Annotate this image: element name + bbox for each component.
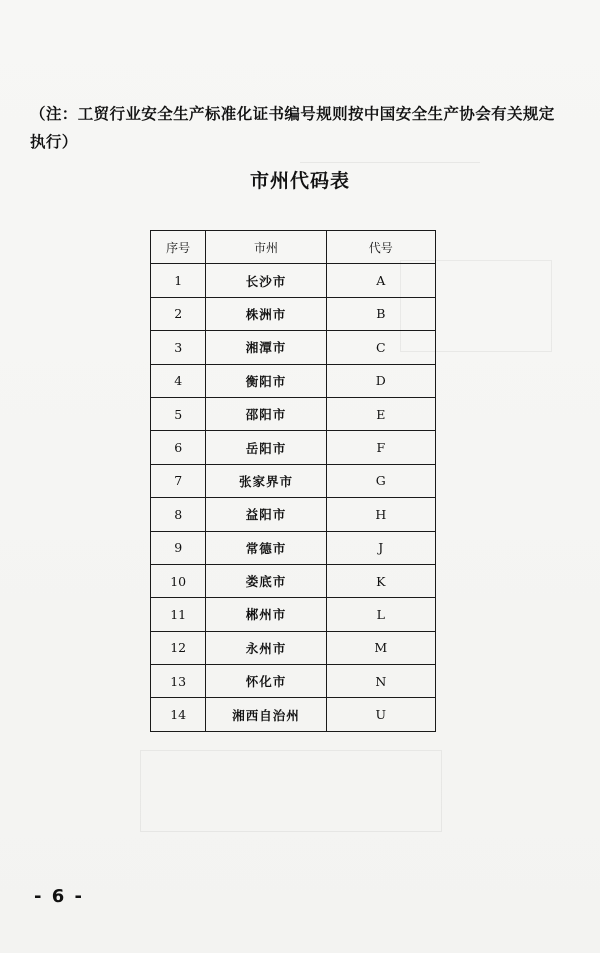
cell-serial: 10 — [151, 564, 206, 597]
cell-city: 张家界市 — [206, 464, 326, 497]
table-row — [151, 464, 436, 497]
cell-code: G — [326, 464, 435, 497]
cell-code: J — [326, 531, 435, 564]
cell-code: M — [326, 631, 435, 664]
table-row — [151, 431, 436, 464]
cell-city: 湘潭市 — [206, 331, 326, 364]
table-row — [151, 631, 436, 664]
cell-code: K — [326, 564, 435, 597]
cell-city: 长沙市 — [206, 264, 326, 297]
bleed-through-mark — [140, 750, 442, 832]
table-row — [151, 264, 436, 297]
cell-serial: 3 — [151, 331, 206, 364]
cell-code: D — [326, 364, 435, 397]
cell-city: 郴州市 — [206, 598, 326, 631]
cell-code: A — [326, 264, 435, 297]
cell-serial: 11 — [151, 598, 206, 631]
table-row — [151, 498, 436, 531]
header-city: 市州 — [206, 231, 326, 264]
cell-code: B — [326, 297, 435, 330]
table-row — [151, 698, 436, 731]
note-paragraph: （注：工贸行业安全生产标准化证书编号规则按中国安全生产协会有关规定执行） — [30, 104, 555, 151]
table-title: 市州代码表 — [249, 170, 350, 192]
table-row — [151, 364, 436, 397]
page-number: - 6 - — [34, 886, 84, 907]
cell-city: 株洲市 — [206, 297, 326, 330]
cell-city: 永州市 — [206, 631, 326, 664]
cell-serial: 8 — [151, 498, 206, 531]
cell-city: 常德市 — [206, 531, 326, 564]
cell-serial: 12 — [151, 631, 206, 664]
cell-code: C — [326, 331, 435, 364]
cell-serial: 1 — [151, 264, 206, 297]
cell-city: 湘西自治州 — [206, 698, 326, 731]
table-row — [151, 297, 436, 330]
cell-code: U — [326, 698, 435, 731]
cell-serial: 7 — [151, 464, 206, 497]
cell-city: 岳阳市 — [206, 431, 326, 464]
city-code-table — [150, 230, 436, 732]
cell-code: L — [326, 598, 435, 631]
cell-city: 衡阳市 — [206, 364, 326, 397]
cell-code: H — [326, 498, 435, 531]
table-row — [151, 598, 436, 631]
cell-serial: 5 — [151, 397, 206, 430]
header-serial: 序号 — [151, 231, 206, 264]
cell-serial: 14 — [151, 698, 206, 731]
table-row — [151, 331, 436, 364]
cell-code: F — [326, 431, 435, 464]
table-row — [151, 564, 436, 597]
cell-city: 邵阳市 — [206, 397, 326, 430]
table-row — [151, 531, 436, 564]
cell-city: 益阳市 — [206, 498, 326, 531]
table-header-row — [151, 231, 436, 264]
cell-serial: 6 — [151, 431, 206, 464]
table-row — [151, 665, 436, 698]
header-code: 代号 — [326, 231, 435, 264]
cell-city: 娄底市 — [206, 564, 326, 597]
cell-code: E — [326, 397, 435, 430]
cell-code: N — [326, 665, 435, 698]
cell-serial: 13 — [151, 665, 206, 698]
cell-serial: 4 — [151, 364, 206, 397]
cell-serial: 2 — [151, 297, 206, 330]
table-row — [151, 397, 436, 430]
cell-city: 怀化市 — [206, 665, 326, 698]
cell-serial: 9 — [151, 531, 206, 564]
